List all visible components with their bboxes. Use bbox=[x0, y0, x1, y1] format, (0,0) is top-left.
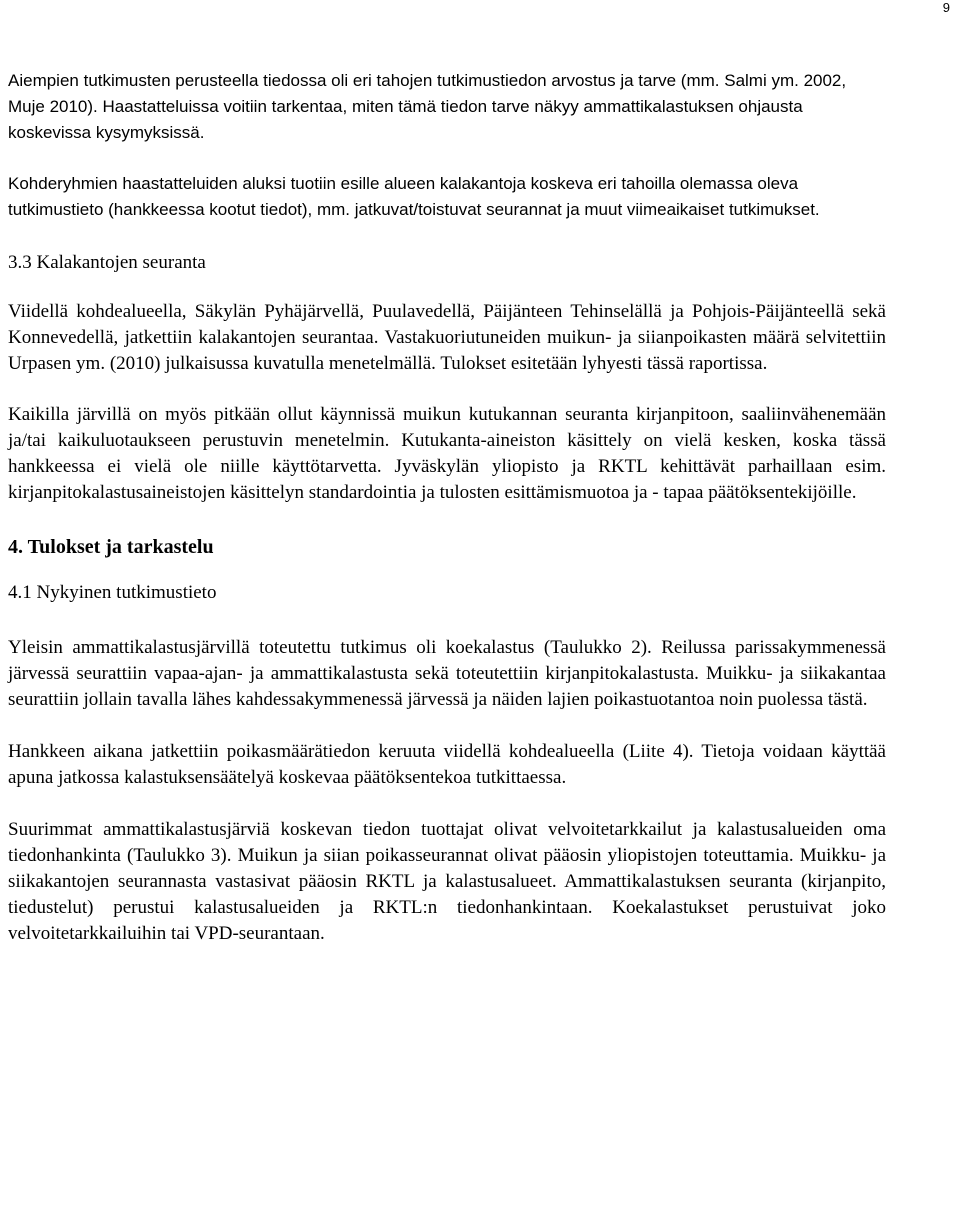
document-body bbox=[8, 68, 886, 947]
paragraph-intro: Aiempien tutkimusten perusteella tiedossa oli eri tahojen tutkimustiedon arvostus ja tarve (mm. Salmi ym. 2002, Muje 2010). Haastatteluissa voitiin tarkentaa, miten tämä tiedon tarve näkyy ammattikalastuksen ohjausta koskevissa kysymyksissä. bbox=[8, 71, 847, 142]
paragraph-nykyinen-2: Hankkeen aikana jatkettiin poikasmäärätiedon keruuta viidellä kohdealueella (Liite 4). Tietoja voidaan käyttää apuna jatkossa kalastuksensäätelyä koskevaa päätöksentekoa tutkittaessa. bbox=[8, 741, 886, 788]
paragraph-kohderyhmat: Kohderyhmien haastatteluiden aluksi tuotiin esille alueen kalakantoja koskeva eri tahoilla olemassa oleva tutkimustieto (hankkeessa kootut tiedot), mm. jatkuvat/toistuvat seurannat ja muut viimeaikaiset tutkimukset. bbox=[8, 174, 820, 219]
chapter-heading-tulokset: 4. Tulokset ja tarkastelu bbox=[8, 536, 214, 558]
paragraph-seuranta-2: Kaikilla järvillä on myös pitkään ollut käynnissä muikun kutukannan seuranta kirjanpitoon, saaliinvähenemään ja/tai kaikuluotaukseen perustuvin menetelmin. Kutukanta-aineiston käsittely on vielä kesken, koska tässä hankkeessa ei vielä ole niille käyttötarvetta. Jyväskylän yliopisto ja RKTL kehittävät parhaillaan esim. kirjanpitokalastusaineistojen käsittelyn standardointia ja tulosten esittämismuotoa ja - tapaa päätöksentekijöille. bbox=[8, 404, 886, 503]
section-heading-nykyinen-tutkimustieto: 4.1 Nykyinen tutkimustieto bbox=[8, 582, 217, 603]
paragraph-nykyinen-1: Yleisin ammattikalastusjärvillä toteutettu tutkimus oli koekalastus (Taulukko 2). Reilussa parissakymmenessä järvessä seurattiin vapaa-ajan- ja ammattikalastusta sekä toteutettiin kirjanpitokalastusta. Muikku- ja siikakantaa seurattiin jollain tavalla lähes kahdessakymmenessä järvessä ja näiden lajien poikastuotantoa noin puolessa tästä. bbox=[8, 637, 886, 710]
section-heading-kalakantojen-seuranta: 3.3 Kalakantojen seuranta bbox=[8, 252, 206, 273]
paragraph-nykyinen-3: Suurimmat ammattikalastusjärviä koskevan tiedon tuottajat olivat velvoitetarkkailut ja kalastusalueiden oma tiedonhankinta (Taulukko 3). Muikun ja siian poikasseurannat olivat pääosin yliopistojen toteuttamia. Muikku- ja siikakantojen seurannasta vastasivat pääosin RKTL ja kalastusalueet. Ammattikalastuksen seuranta (kirjanpito, tiedustelut) perustui kalastusalueiden ja RKTL:n tiedonhankintaan. Koekalastukset perustuivat joko velvoitetarkkailuihin tai VPD-seurantaan. bbox=[8, 819, 886, 944]
paragraph-seuranta-1: Viidellä kohdealueella, Säkylän Pyhäjärvellä, Puulavedellä, Päijänteen Tehinselällä ja Pohjois-Päijänteellä sekä Konnevedellä, jatkettiin kalakantojen seurantaa. Vastakuoriutuneiden muikun- ja siianpoikasten määrä selvitettiin Urpasen ym. (2010) julkaisussa kuvatulla menetelmällä. Tulokset esitetään lyhyesti tässä raportissa. bbox=[8, 301, 886, 374]
page-number: 9 bbox=[942, 0, 950, 15]
